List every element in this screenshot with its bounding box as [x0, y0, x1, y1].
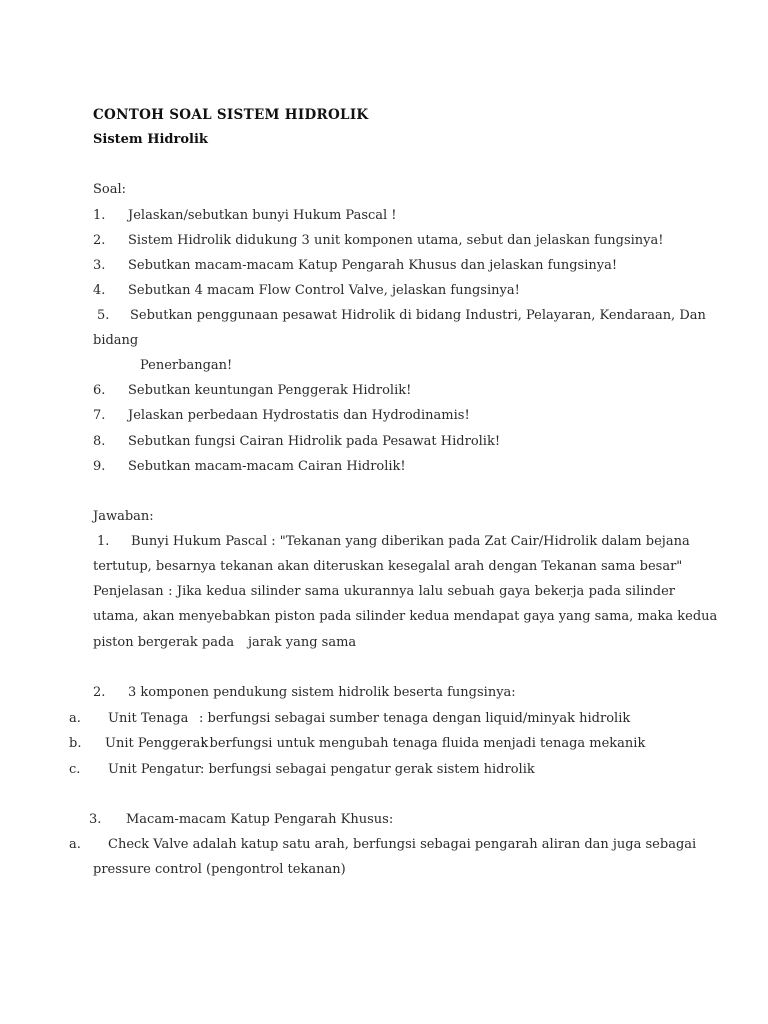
question-text: Sebutkan 4 macam Flow Control Valve, jelaskan fungsinya!: [128, 283, 520, 298]
question-text: Jelaskan perbedaan Hydrostatis dan Hydrodinamis!: [128, 408, 470, 423]
question-text: Sistem Hidrolik didukung 3 unit komponen utama, sebut dan jelaskan fungsinya!: [128, 233, 664, 248]
question-number: 3.: [93, 258, 106, 273]
question-number: 9.: [93, 459, 106, 474]
question-text: Sebutkan macam-macam Cairan Hidrolik!: [128, 459, 406, 474]
answer-explanation: piston bergerak pada: [93, 635, 235, 650]
answer-explanation: Penjelasan : Jika kedua silinder sama ukurannya lalu sebuah gaya bekerja pada silinder: [93, 584, 675, 599]
document-subtitle: Sistem Hidrolik: [93, 132, 208, 147]
item-letter: a.: [69, 711, 81, 726]
answer-explanation: jarak yang sama: [248, 635, 357, 650]
answer-number: 3.: [89, 812, 102, 827]
document-title: CONTOH SOAL SISTEM HIDROLIK: [93, 107, 369, 123]
item-letter: c.: [69, 762, 81, 777]
answer-text: Bunyi Hukum Pascal : "Tekanan yang diberikan pada Zat Cair/Hidrolik dalam bejana: [131, 534, 690, 549]
item-description: : berfungsi untuk mengubah tenaga fluida menjadi tenaga mekanik: [201, 736, 646, 751]
question-text: Jelaskan/sebutkan bunyi Hukum Pascal !: [128, 208, 397, 223]
question-number: 6.: [93, 383, 106, 398]
item-letter: a.: [69, 837, 81, 852]
soal-label: Soal:: [93, 182, 127, 197]
answer-number: 2.: [93, 685, 106, 700]
item-description: Check Valve adalah katup satu arah, berfungsi sebagai pengarah aliran dan juga sebagai: [108, 837, 697, 852]
item-description: : berfungsi sebagai pengatur gerak sistem hidrolik: [200, 762, 535, 777]
answer-number: 1.: [97, 534, 110, 549]
item-letter: b.: [69, 736, 82, 751]
question-text-continued: bidang: [93, 333, 139, 348]
item-name: Unit Pengatur: [108, 762, 201, 777]
answer-heading: Macam-macam Katup Pengarah Khusus:: [126, 812, 394, 827]
question-number: 2.: [93, 233, 106, 248]
question-number: 5.: [97, 308, 110, 323]
question-text: Sebutkan fungsi Cairan Hidrolik pada Pesawat Hidrolik!: [128, 434, 501, 449]
question-number: 1.: [93, 208, 106, 223]
item-description: pressure control (pengontrol tekanan): [93, 862, 346, 877]
question-text: Sebutkan penggunaan pesawat Hidrolik di bidang Industri, Pelayaran, Kendaraan, Dan: [130, 308, 706, 323]
item-name: Unit Tenaga: [108, 711, 189, 726]
jawaban-label: Jawaban:: [93, 509, 154, 524]
question-number: 4.: [93, 283, 106, 298]
question-text-continued: Penerbangan!: [140, 358, 233, 373]
answer-heading: 3 komponen pendukung sistem hidrolik beserta fungsinya:: [128, 685, 516, 700]
answer-text: tertutup, besarnya tekanan akan diteruskan kesegalal arah dengan Tekanan sama besar": [93, 559, 683, 574]
question-number: 7.: [93, 408, 106, 423]
answer-explanation: utama, akan menyebabkan piston pada silinder kedua mendapat gaya yang sama, maka kedua: [93, 609, 718, 624]
question-text: Sebutkan macam-macam Katup Pengarah Khusus dan jelaskan fungsinya!: [128, 258, 618, 273]
question-text: Sebutkan keuntungan Penggerak Hidrolik!: [128, 383, 412, 398]
question-number: 8.: [93, 434, 106, 449]
item-name: Unit Penggerak: [105, 736, 209, 751]
item-description: : berfungsi sebagai sumber tenaga dengan liquid/minyak hidrolik: [199, 711, 631, 726]
